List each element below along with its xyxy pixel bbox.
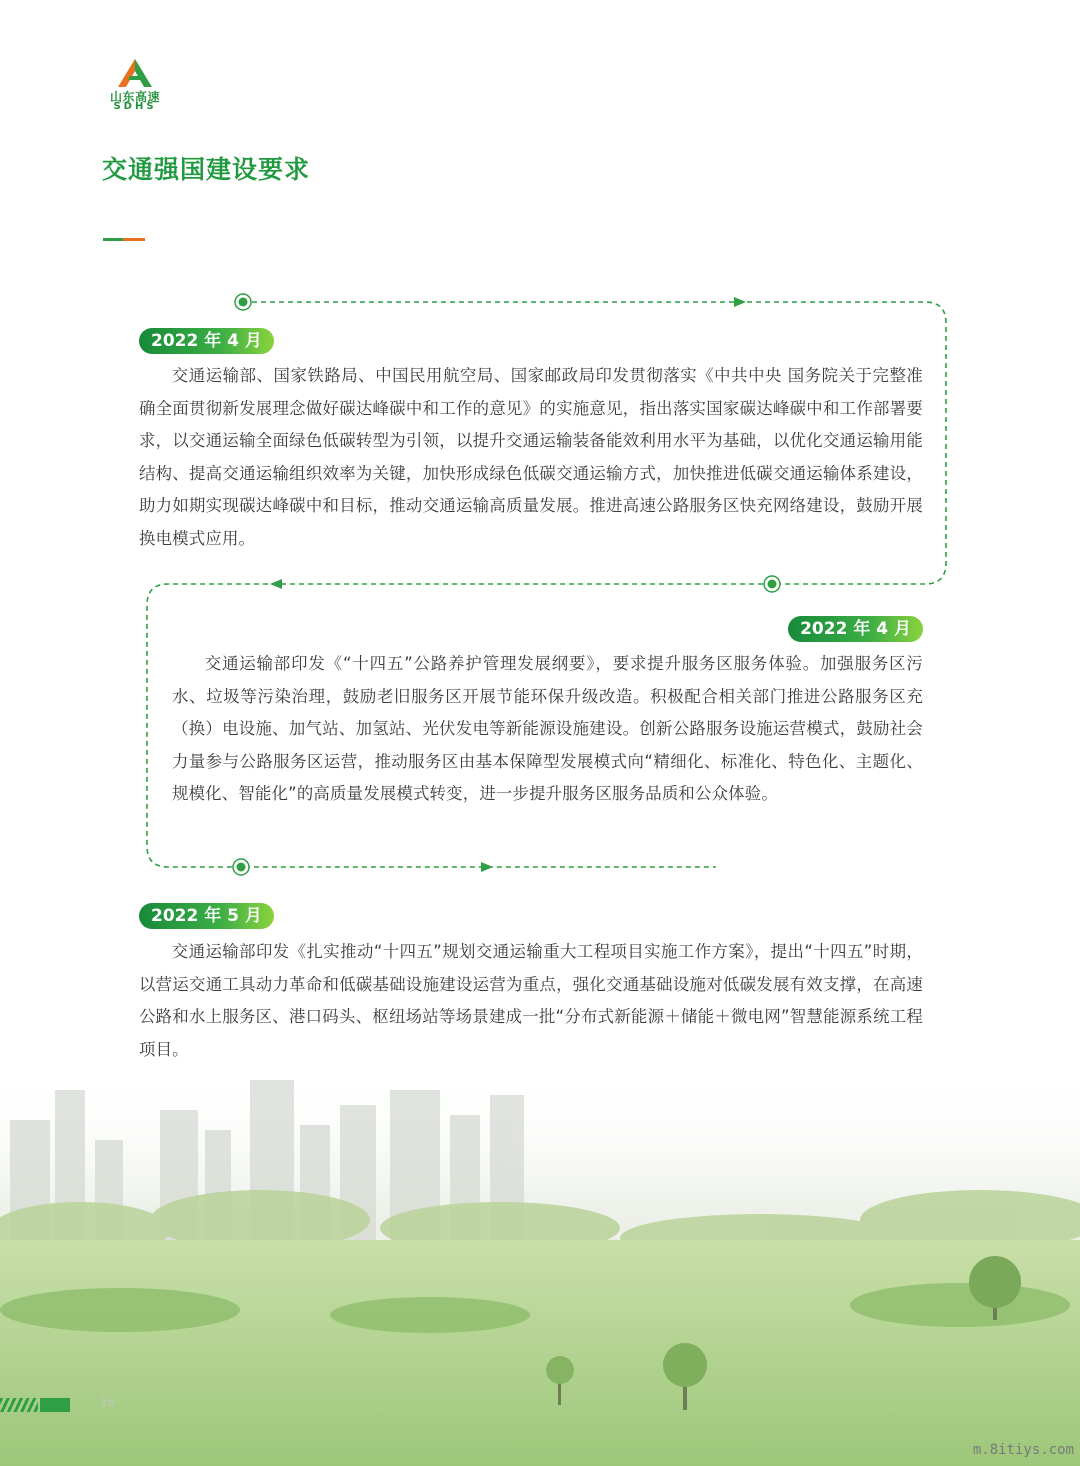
entry-1-text: 交通运输部、国家铁路局、中国民用航空局、国家邮政局印发贯彻落实《中共中央 国务院关于完整准确全面贯彻新发展理念做好碳达峰碳中和工作的意见》的实施意见，指出落实国家碳达峰碳中和工作部署要求，以交通运输全面绿色低碳转型为引领，以提升交通运输装备能效利用水平为基础，以优化交通运输用能结构、提高交通运输组织效率为关键，加快形成绿色低碳交通运输方式，加快推进低碳交通运输体系建设，助力如期实现碳达峰碳中和目标，推动交通运输高质量发展。推进高速公路服务区快充网络建设，鼓励开展换电模式应用。 [139,366,923,548]
page-title: 交通强国建设要求 [102,155,311,184]
logo-text-en: SDHS [113,101,157,112]
date-badge-3: 2022 年 5 月 [139,903,274,929]
timeline-node-1 [235,294,251,310]
date-badge-2: 2022 年 4 月 [788,616,923,642]
date-badge-1: 2022 年 4 月 [139,328,274,354]
timeline-node-2 [764,576,780,592]
page-number: 16 [100,1395,116,1409]
entry-2-text: 交通运输部印发《“十四五”公路养护管理发展纲要》，要求提升服务区服务体验。加强服务区污水、垃圾等污染治理，鼓励老旧服务区开展节能环保升级改造。积极配合相关部门推进公路服务区充（换）电设施、加气站、加氢站、光伏发电等新能源设施建设。创新公路服务设施运营模式，鼓励社会力量参与公路服务区运营，推动服务区由基本保障型发展模式向“精细化、标准化、特色化、主题化、规模化、智能化”的高质量发展模式转变，进一步提升服务区服务品质和公众体验。 [172,654,923,804]
logo-text-cn: 山东高速 [109,90,160,104]
footer-bar [0,1398,70,1412]
background-scenery [0,1070,1080,1466]
timeline-node-3 [233,859,249,875]
entry-3-text: 交通运输部印发《扎实推动“十四五”规划交通运输重大工程项目实施工作方案》，提出“十四五”时期，以营运交通工具动力革命和低碳基础设施建设运营为重点，强化交通基础设施对低碳发展有效支撑，在高速公路和水上服务区、港口码头、枢纽场站等场景建成一批“分布式新能源＋储能＋微电网”智慧能源系统工程项目。 [139,942,923,1059]
watermark-text: m.8itiys.com [972,1442,1074,1458]
